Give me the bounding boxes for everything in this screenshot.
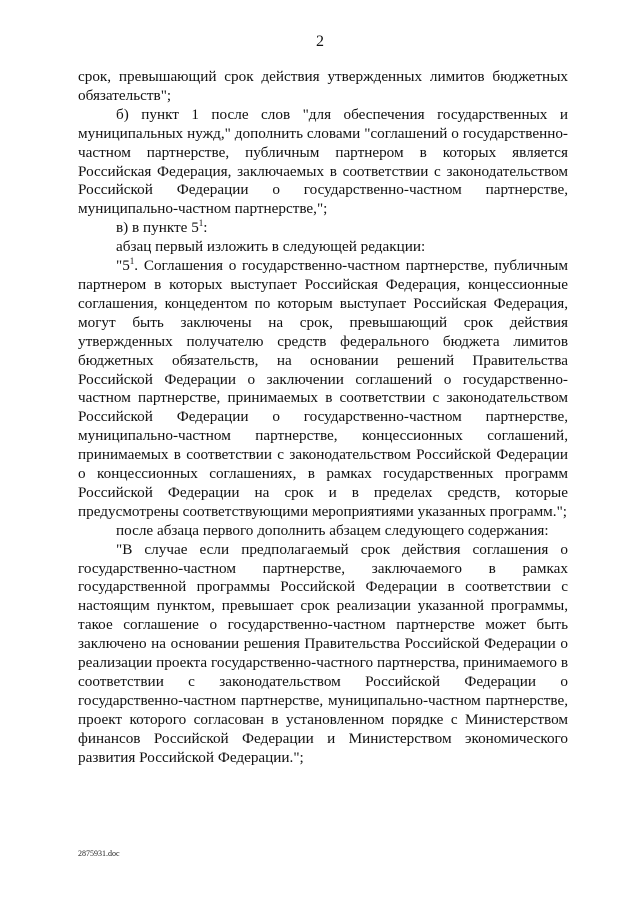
paragraph-continuation — [78, 68, 568, 106]
paragraph-item-v — [78, 219, 568, 238]
paragraph-new-wording — [78, 257, 568, 522]
paragraph-text: в) в пункте 5 — [116, 219, 199, 237]
superscript: 1 — [198, 218, 204, 229]
paragraph-instruction — [78, 238, 568, 257]
paragraph-text: после абзаца первого дополнить абзацем следующего содержания: — [116, 521, 549, 539]
paragraph-instruction-2 — [78, 522, 568, 541]
superscript: 1 — [129, 256, 135, 266]
paragraph-tail: . Соглашения о государственно-частном партнерстве, публичным партнером в которых выступает Российская Федерация, концессионные соглашения, концедентом по которым выступает Российская Федерация, могут быть заключены на срок, превышающий срок действия утвержденных получателю средств федерального бюджета лимитов бюджетных обязательств, на основании решений Правительства Российской Федерации о заключении соглашений о государственно-частном партнерстве, принимаемых в соответствии с законодательством Российской Федерации о государственно-частном партнерстве, муниципально-частном партнерстве, концессионных соглашений, принимаемых в соответствии с законодательством Российской Федерации о концессионных соглашениях, в рамках государственных программ Российской Федерации на срок и в пределах средств, которые предусмотрены соответствующими мероприятиями указанных программ."; — [78, 257, 568, 520]
paragraph-text: абзац первый изложить в следующей редакции: — [116, 238, 426, 256]
footer-filename: 2875931.doc — [78, 849, 120, 858]
paragraph-text: "5 — [116, 257, 130, 275]
paragraph-text: срок, превышающий срок действия утвержденных лимитов бюджетных обязательств"; — [78, 68, 568, 104]
paragraph-item-b — [78, 106, 568, 219]
document-body — [78, 68, 568, 768]
page-number: 2 — [316, 33, 324, 50]
paragraph-new-paragraph — [78, 541, 568, 768]
paragraph-text: "В случае если предполагаемый срок действия соглашения о государственно-частном партнерстве, заключаемого в рамках государственной программы Российской Федерации в соответствии с настоящим пунктом, превышает срок реализации указанной программы, такое соглашение о государственно-частном партнерстве может быть заключено на основании решения Правительства Российской Федерации о реализации проекта государственно-частного партнерства, принимаемого в соответствии с законодательством Российской Федерации о государственно-частном партнерстве, муниципально-частном партнерстве, проект которого согласован в установленном порядке с Министерством финансов Российской Федерации и Министерством экономического развития Российской Федерации."; — [78, 540, 568, 766]
paragraph-tail: : — [203, 219, 208, 237]
paragraph-text: б) пункт 1 после слов "для обеспечения государственных и муниципальных нужд," дополнить словами "соглашений о государственно-частном партнерстве, публичным партнером в которых является Российская Федерация, заключаемых в соответствии с законодательством Российской Федерации о государственно-частном партнерстве, муниципально-частном партнерстве,"; — [78, 105, 568, 218]
